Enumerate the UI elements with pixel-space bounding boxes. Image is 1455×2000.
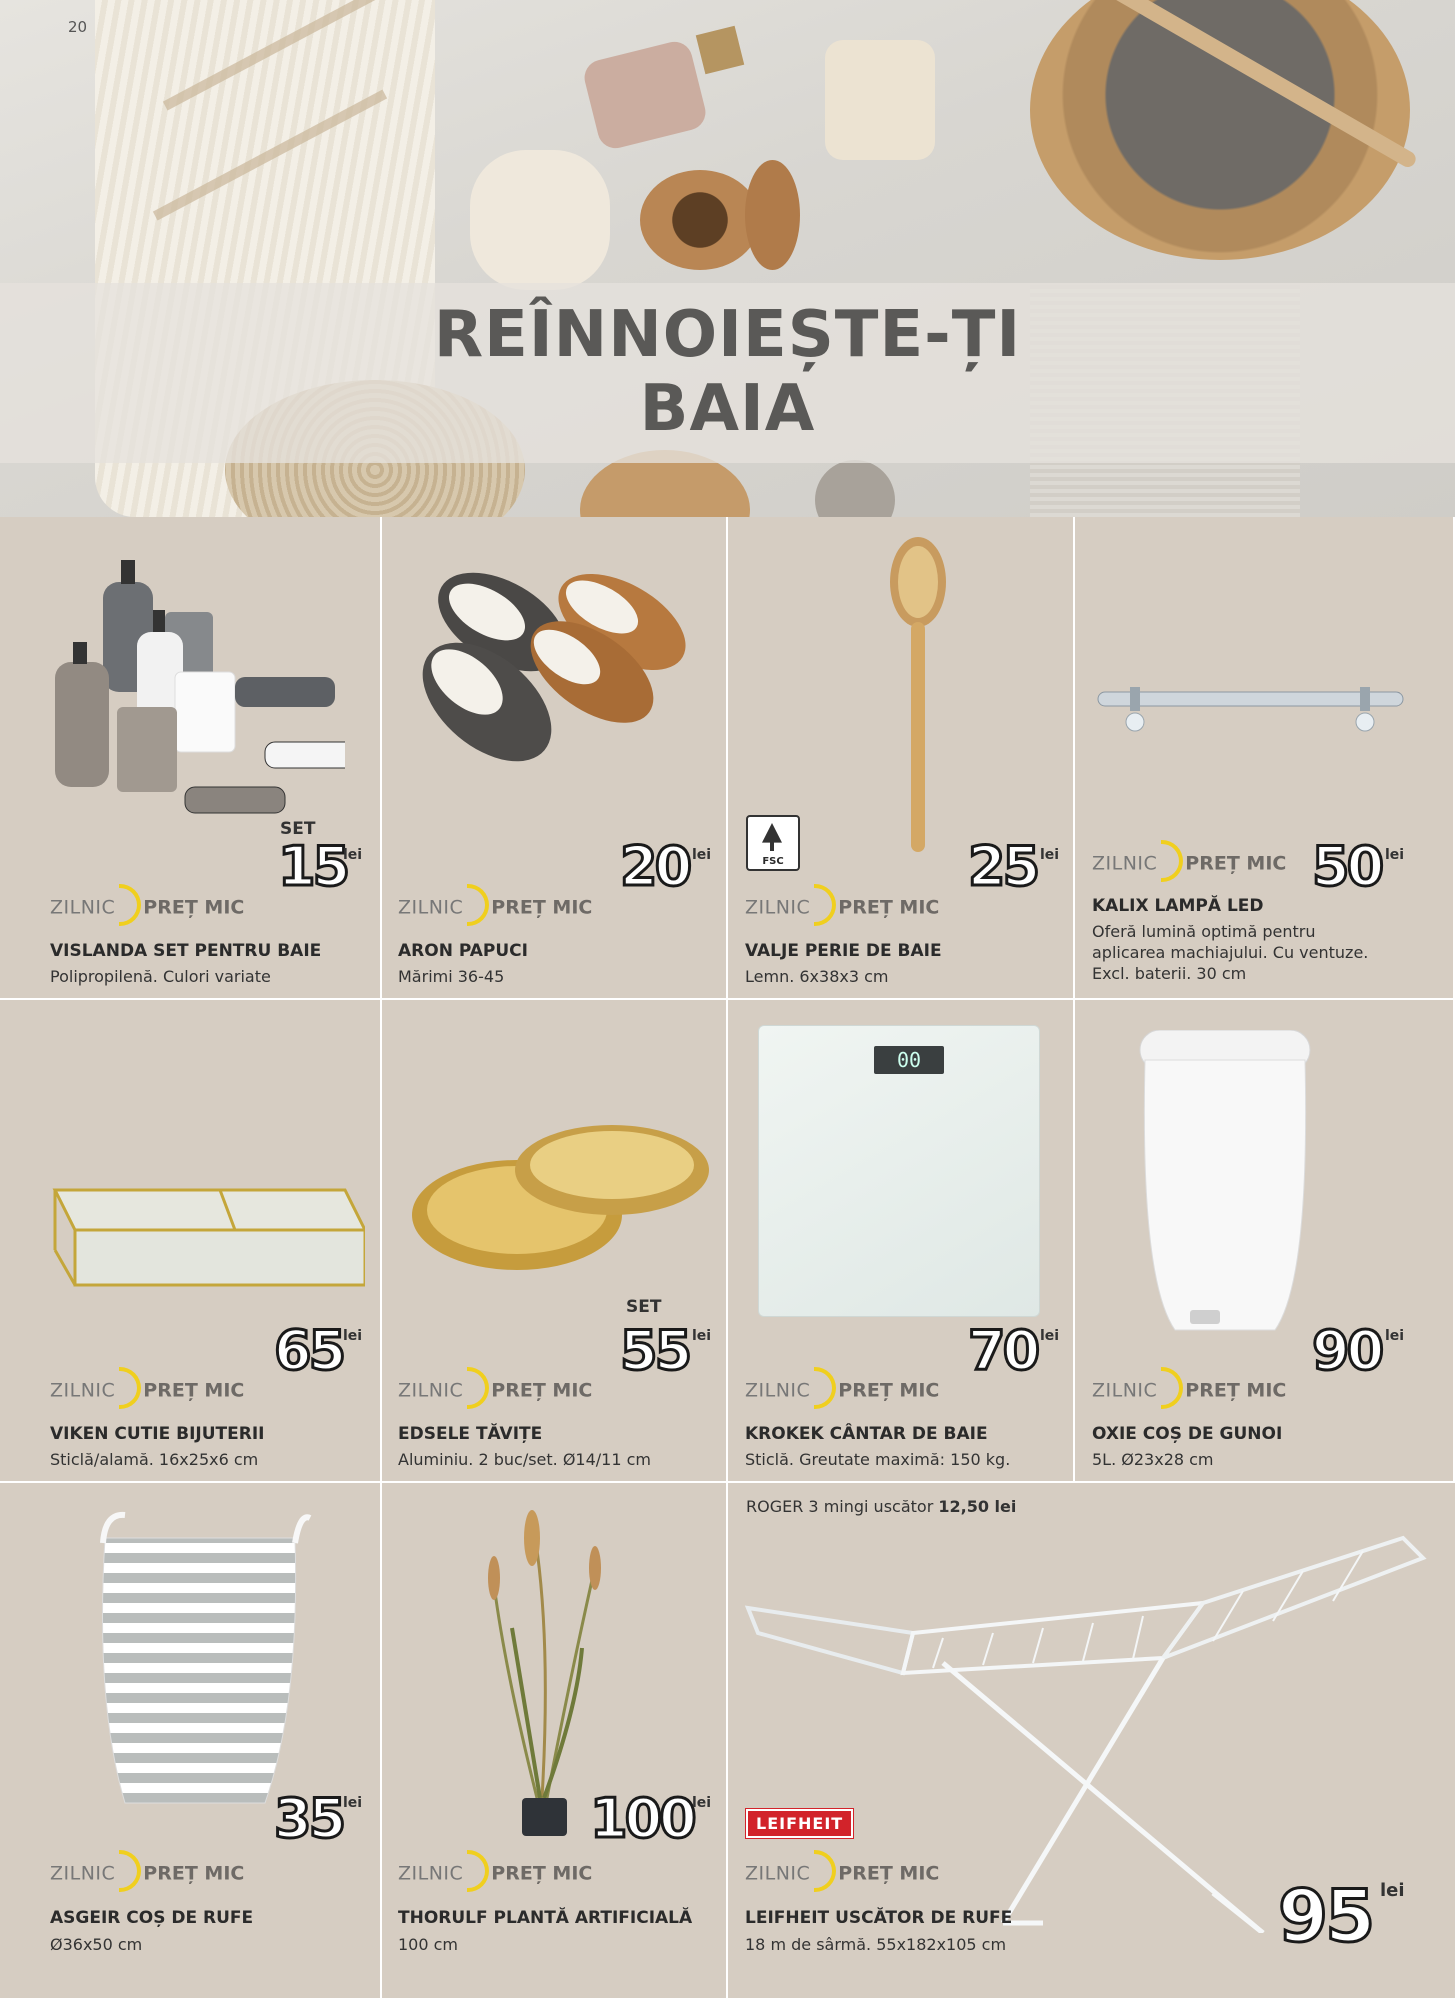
zilnic-pret-mic-badge — [398, 1370, 592, 1412]
price: 65 — [274, 1319, 344, 1382]
zilnic-pret-mic-badge — [745, 1370, 939, 1412]
product-name: OXIE COȘ DE GUNOI — [1092, 1424, 1283, 1444]
badge-zilnic: ZILNIC — [50, 1379, 116, 1402]
moon-icon — [119, 1367, 141, 1409]
moon-icon — [467, 1367, 489, 1409]
zilnic-pret-mic-badge — [50, 1853, 244, 1895]
badge-pret-mic: PREȚ MIC — [1185, 1379, 1287, 1402]
moon-icon — [467, 884, 489, 926]
product-name: THORULF PLANTĂ ARTIFICIALĂ — [398, 1908, 693, 1928]
product-name: KALIX LAMPĂ LED — [1092, 896, 1264, 916]
price: 20 — [620, 835, 690, 898]
sponge-icon — [825, 40, 935, 160]
bath-brush-icon — [878, 532, 958, 862]
scale-display: 00 — [874, 1046, 944, 1074]
currency-label: lei — [692, 1795, 712, 1811]
price: 15 — [278, 835, 348, 898]
product-description: Aluminiu. 2 buc/set. Ø14/11 cm — [398, 1450, 652, 1469]
moon-icon — [1161, 840, 1183, 882]
pump-icon — [696, 26, 744, 74]
badge-zilnic: ZILNIC — [745, 896, 811, 919]
price: 70 — [968, 1319, 1038, 1382]
currency-label: lei — [692, 1328, 712, 1344]
page-number: 20 — [68, 18, 88, 36]
gold-trays-icon — [397, 1115, 717, 1275]
badge-pret-mic: PREȚ MIC — [838, 1862, 940, 1885]
product-description: 18 m de sârmă. 55x182x105 cm — [745, 1935, 1007, 1954]
badge-pret-mic: PREȚ MIC — [491, 1379, 593, 1402]
currency-label: lei — [343, 847, 363, 863]
product-description: Polipropilenă. Culori variate — [50, 967, 271, 986]
slippers-icon — [392, 552, 722, 812]
badge-pret-mic: PREȚ MIC — [491, 896, 593, 919]
price: 50 — [1312, 835, 1382, 898]
title-line-1: REÎNNOIEȘTE-ȚI — [433, 298, 1022, 372]
badge-zilnic: ZILNIC — [1092, 1379, 1158, 1402]
product-description: 5L. Ø23x28 cm — [1092, 1450, 1214, 1469]
page-title — [0, 298, 1455, 446]
currency-label: lei — [343, 1795, 363, 1811]
badge-pret-mic: PREȚ MIC — [143, 1862, 245, 1885]
product-description: Oferă lumină optimă pentru aplicarea machiajului. Cu ventuze. Excl. baterii. 30 cm — [1092, 922, 1369, 983]
product-name: LEIFHEIT USCĂTOR DE RUFE — [745, 1908, 1013, 1928]
product-name: KROKEK CÂNTAR DE BAIE — [745, 1424, 988, 1444]
accessory-price: 12,50 lei — [938, 1497, 1017, 1516]
zilnic-pret-mic-badge — [50, 887, 244, 929]
mesh-bag-icon — [470, 150, 610, 290]
led-lamp-icon — [1090, 677, 1410, 737]
currency-label: lei — [1040, 1328, 1060, 1344]
moon-icon — [814, 1367, 836, 1409]
badge-pret-mic: PREȚ MIC — [838, 896, 940, 919]
currency-label: lei — [1385, 847, 1405, 863]
badge-pret-mic: PREȚ MIC — [838, 1379, 940, 1402]
zilnic-pret-mic-badge — [1092, 843, 1286, 885]
currency-label: lei — [1385, 1328, 1405, 1344]
badge-pret-mic: PREȚ MIC — [1185, 852, 1287, 875]
moon-icon — [1161, 1367, 1183, 1409]
product-name: VALJE PERIE DE BAIE — [745, 941, 942, 961]
moon-icon — [119, 1850, 141, 1892]
set-label: SET — [626, 1297, 662, 1317]
currency-label: lei — [692, 847, 712, 863]
zilnic-pret-mic-badge — [745, 887, 939, 929]
soap-bottle-icon — [581, 38, 710, 152]
product-description: 100 cm — [398, 1935, 459, 1954]
product-description: Lemn. 6x38x3 cm — [745, 967, 889, 986]
product-name: VISLANDA SET PENTRU BAIE — [50, 941, 322, 961]
fsc-logo: FSC — [746, 815, 800, 871]
title-line-2: BAIA — [639, 372, 816, 446]
badge-zilnic: ZILNIC — [398, 1379, 464, 1402]
badge-zilnic: ZILNIC — [745, 1862, 811, 1885]
currency-label: lei — [1380, 1880, 1405, 1901]
badge-pret-mic: PREȚ MIC — [143, 1379, 245, 1402]
badge-zilnic: ZILNIC — [50, 1862, 116, 1885]
zilnic-pret-mic-badge — [50, 1370, 244, 1412]
badge-zilnic: ZILNIC — [1092, 852, 1158, 875]
product-description: Sticlă/alamă. 16x25x6 cm — [50, 1450, 259, 1469]
moon-icon — [814, 1850, 836, 1892]
price: 35 — [274, 1787, 344, 1850]
zilnic-pret-mic-badge — [398, 1853, 592, 1895]
badge-pret-mic: PREȚ MIC — [491, 1862, 593, 1885]
bathroom-scale-icon — [758, 1025, 1040, 1317]
zilnic-pret-mic-badge — [398, 887, 592, 929]
trash-bin-icon — [1135, 1030, 1335, 1350]
zilnic-pret-mic-badge — [1092, 1370, 1286, 1412]
badge-zilnic: ZILNIC — [398, 1862, 464, 1885]
price: 55 — [620, 1319, 690, 1382]
wooden-bowl-icon — [640, 170, 760, 270]
soap-dispenser-set-icon — [45, 542, 345, 822]
badge-zilnic: ZILNIC — [50, 896, 116, 919]
product-description: Mărimi 36-45 — [398, 967, 505, 986]
hero-image — [0, 0, 1455, 517]
price: 25 — [968, 835, 1038, 898]
product-name: VIKEN CUTIE BIJUTERII — [50, 1424, 265, 1444]
product-name: EDSELE TĂVIȚE — [398, 1424, 543, 1444]
laundry-basket-icon — [95, 1503, 315, 1823]
product-description: Sticlă. Greutate maximă: 150 kg. — [745, 1450, 1011, 1469]
jewelry-box-icon — [45, 1160, 365, 1290]
badge-pret-mic: PREȚ MIC — [143, 896, 245, 919]
product-name: ARON PAPUCI — [398, 941, 528, 961]
accessory-name: ROGER 3 mingi uscător — [746, 1497, 934, 1516]
product-name: ASGEIR COȘ DE RUFE — [50, 1908, 254, 1928]
wooden-lid-icon — [745, 160, 800, 270]
moon-icon — [467, 1850, 489, 1892]
set-label: SET — [280, 819, 316, 839]
price: 100 — [590, 1787, 694, 1850]
product-description: Ø36x50 cm — [50, 1935, 143, 1954]
currency-label: lei — [1040, 847, 1060, 863]
moon-icon — [119, 884, 141, 926]
price: 90 — [1312, 1319, 1382, 1382]
currency-label: lei — [343, 1328, 363, 1344]
zilnic-pret-mic-badge — [745, 1853, 939, 1895]
leifheit-logo: LEIFHEIT — [746, 1809, 853, 1838]
moon-icon — [814, 884, 836, 926]
badge-zilnic: ZILNIC — [398, 896, 464, 919]
badge-zilnic: ZILNIC — [745, 1379, 811, 1402]
price: 95 — [1278, 1874, 1373, 1958]
candle-icon — [815, 460, 895, 517]
